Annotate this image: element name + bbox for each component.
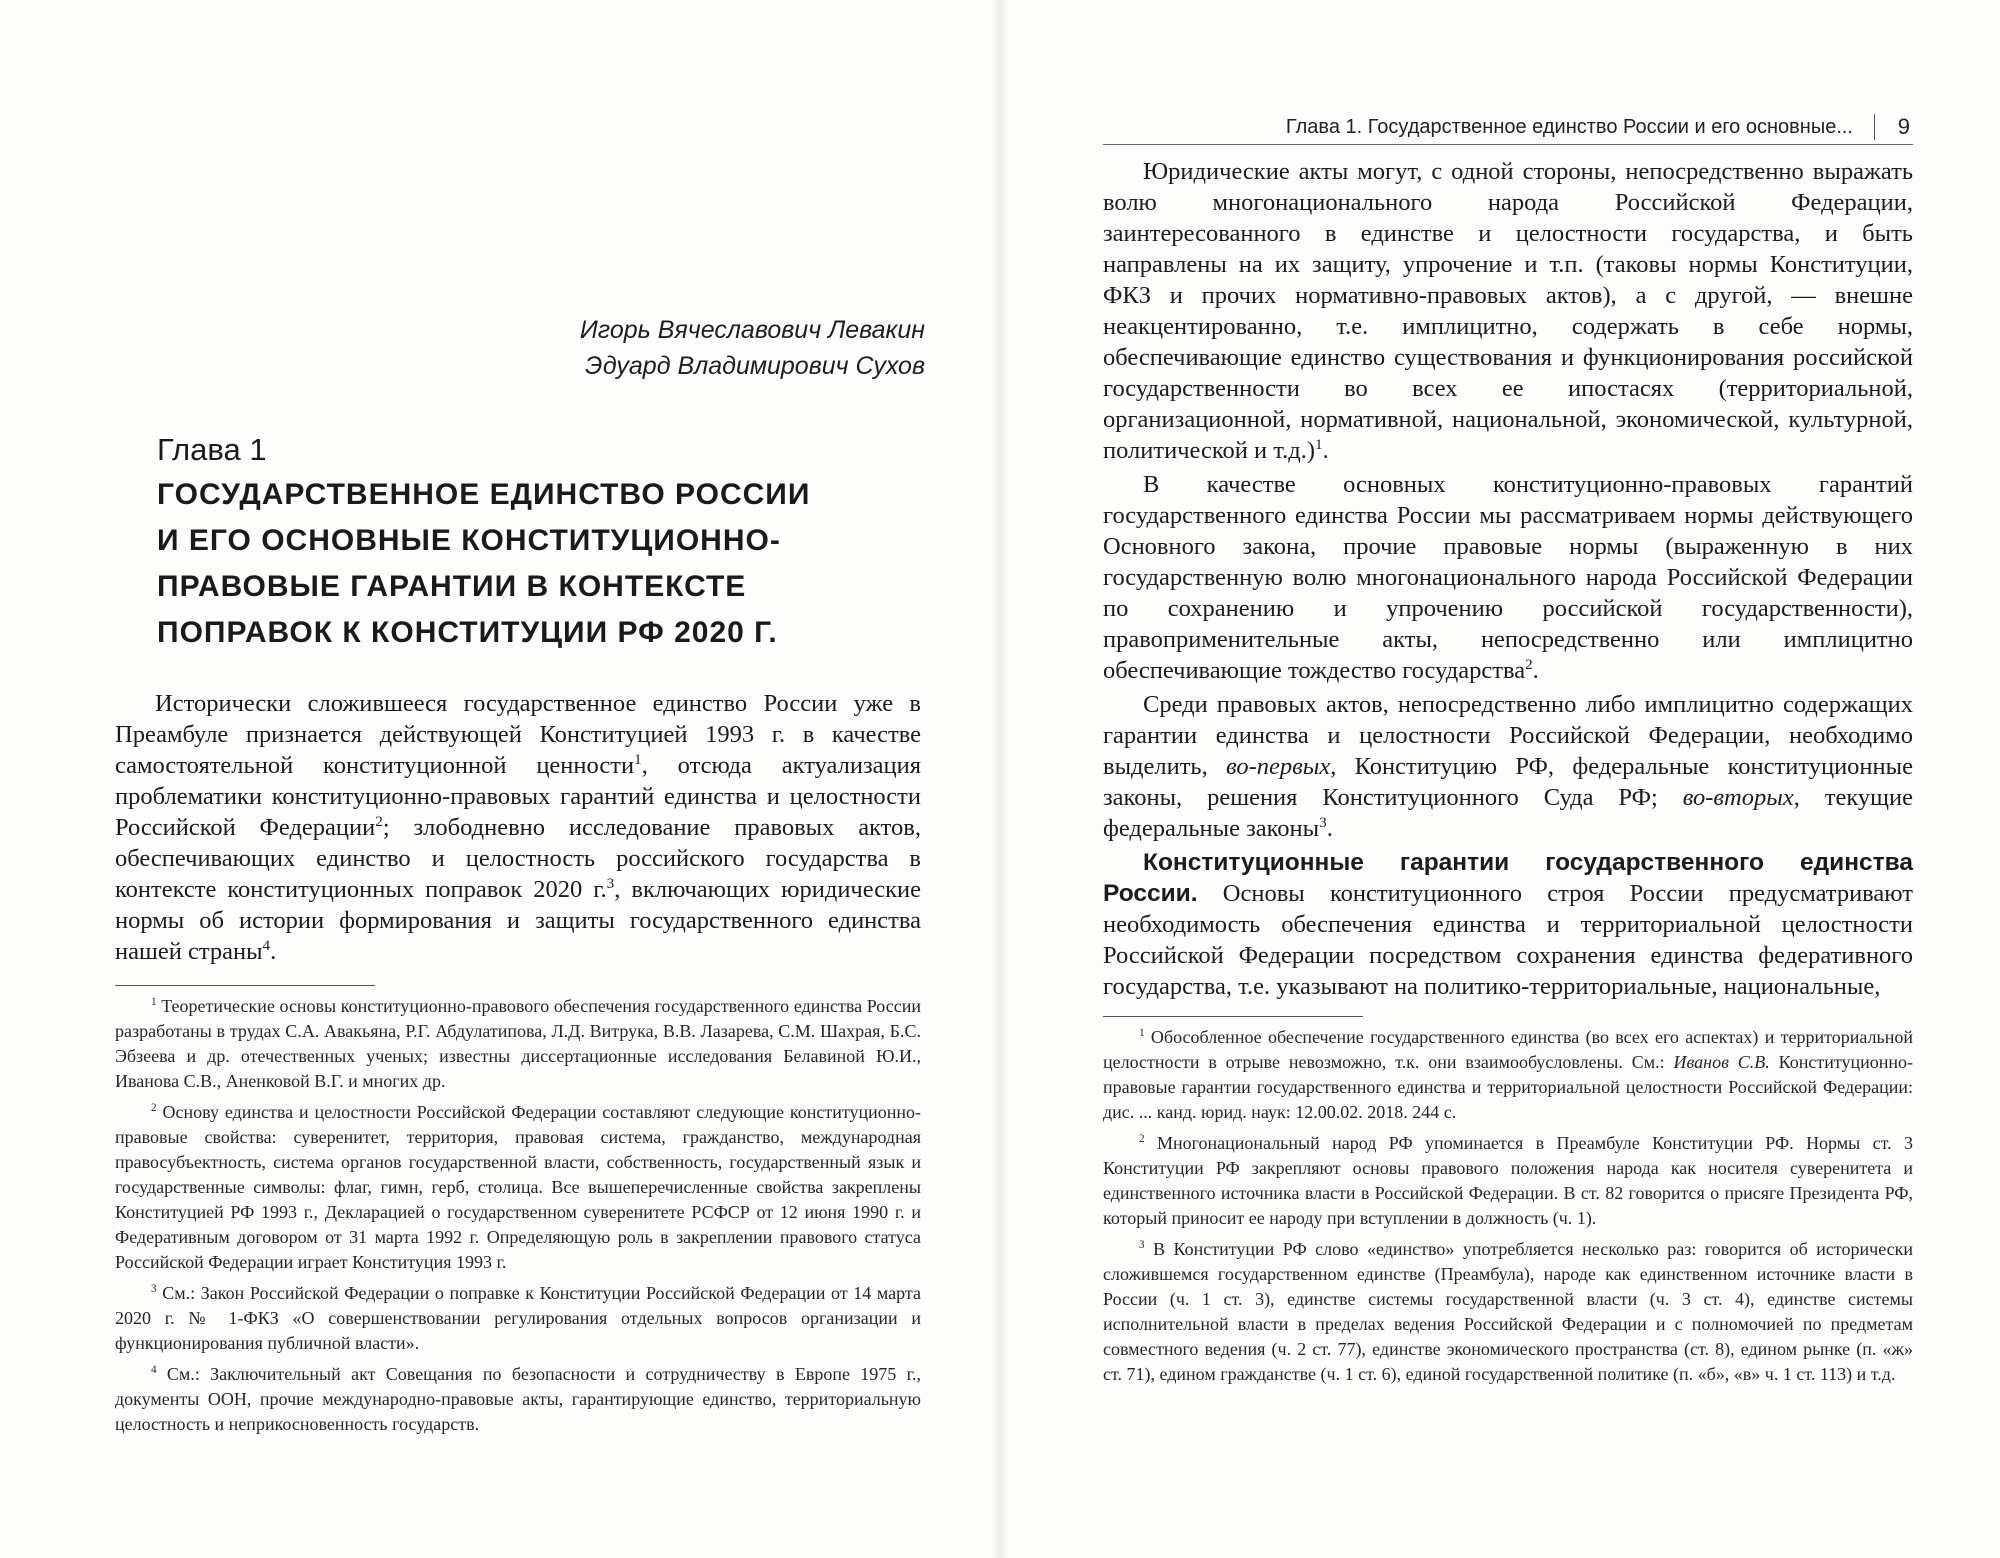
footnote-ref: 2 [375,812,383,830]
footnote-text: Многонациональный народ РФ упоминается в Преамбуле Конституции РФ. Нормы ст. 3 Конституции РФ закрепляют основы правового положения народа как носителя суверенитета и единственного источника власти в Российской Федерации. В ст. 82 говорится о присяге Президента РФ, который приносит ее народу при вступлении в должность (ч. 1). [1103,1133,1914,1228]
text-span: . [270,938,277,965]
footnote-number: 3 [151,1283,157,1295]
footnotes [115,994,921,1437]
footnote [115,1100,921,1275]
paragraph [115,688,921,967]
footnote-number: 3 [1139,1239,1145,1251]
section-heading: Конституционные гарантии государственного единства России. [1103,849,1913,907]
text-span: . [1326,815,1333,842]
footnote-ref: 3 [606,874,615,892]
footnote [115,1362,921,1437]
footnote [1103,1237,1913,1387]
emphasis: Иванов С.В. [1673,1052,1770,1072]
chapter-title-line: И ЕГО ОСНОВНЫЕ КОНСТИТУЦИОННО- [157,524,781,557]
paragraph [1103,847,1913,1002]
author-names [480,312,925,384]
running-head-separator [1874,114,1875,140]
footnote-number: 1 [151,996,157,1008]
footnote-number: 4 [151,1364,157,1376]
text-span: Исторически сложившееся государственное единство России уже в Преамбуле признается действующей Конституцией 1993 г. в качестве самостоятельной конституционной ценности [115,690,921,779]
footnote [115,1281,921,1356]
footnote-text: Теоретические основы конституционно-правового обеспечения государственного единства России разработаны в трудах С.А. Авакьяна, Р.Г. Абдулатипова, Л.Д. Витрука, В.В. Лазарева, С.М. Шахрая, Б.С. Эбзеева и др. отечественных ученых; известны диссертационные исследования Белавиной Ю.И., Иванова С.В., Аненковой В.Г. и многих др. [115,996,921,1091]
text-span: Основы конституционного строя России предусматривают необходимость обеспечения единства и территориальной целостности Российской Федерации посредством сохранения единства федеративного государства, т.е. указывают на политико-территориальные, национальные, [1103,880,1913,1000]
chapter-title [157,472,877,656]
footnote-ref: 2 [1525,655,1533,673]
page-number: 9 [1897,114,1910,139]
footnote-ref: 1 [1315,435,1323,453]
footnote-ref: 3 [1319,813,1327,831]
text-span: ; злободневно исследование правовых актов, обеспечивающих единство и целостность российского государства в контексте конституционных поправок 2020 г. [115,814,921,903]
author-name: Игорь Вячеславович Левакин [579,316,925,344]
text-span: . [1532,657,1539,684]
chapter-label: Глава 1 [157,432,267,467]
text-span: . [1322,437,1329,464]
text-span: Среди правовых актов, непосредственно либо имплицитно содержащих гарантии единства и целостности Российской Федерации, необходимо выделить, [1103,691,1913,780]
footnote-text: См.: Закон Российской Федерации о поправке к Конституции Российской Федерации от 14 марта 2020 г. № 1-ФКЗ «О совершенствовании регулирования отдельных вопросов организации и функционирования публичной власти». [115,1283,922,1353]
footnote [1103,1025,1913,1125]
body-text [1103,156,1913,1002]
footnote-number: 2 [1139,1133,1145,1145]
footnote-text: Основу единства и целостности Российской Федерации составляют следующие конституционно-правовые свойства: суверенитет, территория, правовая система, гражданство, международная правосубъектность, система органов государственной власти, собственность, государственный язык и государственные символы: флаг, гимн, герб, столица. Все вышеперечисленные свойства закреплены Конституцией РФ 1993 г., Декларацией о государственном суверенитете РСФСР от 12 июня 1990 г. и Федеративным договором от 31 марта 1992 г. Определяющую роль в закреплении правового статуса Российской Федерации играет Конституция 1993 г. [115,1102,922,1272]
chapter-title-line: ГОСУДАРСТВЕННОЕ ЕДИНСТВО РОССИИ [157,478,811,511]
author-name: Эдуард Владимирович Сухов [584,352,925,380]
footnote-text: Обособленное обеспечение государственного единства (во всех его аспектах) и территориальной целостности в отрыве невозможно, т.к. они взаимообусловлены. См.: [1103,1027,1913,1072]
paragraph [1103,469,1913,686]
footnote [1103,1131,1913,1231]
footnote-number: 2 [151,1102,157,1114]
text-span: В качестве основных конституционно-правовых гарантий государственного единства России мы рассматриваем нормы действующего Основного закона, прочие правовые нормы (выраженную в них государственную волю многонационального народа Российской Федерации по сохранению и упрочению российской государственности), правоприменительные акты, непосредственно или имплицитно обеспечивающие тождество государства [1103,471,1913,684]
body-text [115,688,921,967]
text-span: Юридические акты могут, с одной стороны, непосредственно выражать волю многонационального народа Российской Федерации, заинтересованного в единстве и целостности государства, и быть направлены на их защиту, упрочение и т.п. (таковы нормы Конституции, ФКЗ и прочих нормативно-правовых актов), а с другой, — внешне неакцентированно, т.е. имплицитно, содержать в себе нормы, обеспечивающие единство существования и функционирования российской государственности во всех ее ипостасях (территориальной, организационной, нормативной, национальной, экономической, культурной, политической и т.д.) [1103,158,1913,464]
footnote-text: В Конституции РФ слово «единство» употребляется несколько раз: говорится об исторически сложившемся государственном единстве (Преамбула), народе как единственном источнике власти в России (ч. 1 ст. 3), единстве системы государственной власти (ч. 3 ст. 4), единстве системы исполнительной власти в пределах ведения Российской Федерации и с полномочией по предметам совместного ведения (ч. 2 ст. 77), единстве экономического пространства (ст. 8), едином рынке (п. «ж» ст. 71), едином гражданстве (ч. 1 ст. 6), единой государственной политике (п. «б», «в» ч. 1 ст. 113) и т.д. [1103,1239,1914,1384]
footnote-number: 1 [1139,1027,1145,1039]
text-span: , текущие федеральные законы [1103,784,1913,842]
footnote-text: Конституционно-правовые гарантии государственного единства и территориальной целостности Российской Федерации: дис. ... канд. юрид. наук: 12.00.02. 2018. 244 с. [1103,1052,1913,1122]
chapter-title-line: ПОПРАВОК К КОНСТИТУЦИИ РФ 2020 Г. [157,616,778,649]
chapter-title-line: ПРАВОВЫЕ ГАРАНТИИ В КОНТЕКСТЕ [157,570,747,603]
text-span: , отсюда актуализация проблематики конституционно-правовых гарантий единства и целостности Российской Федерации [115,752,921,841]
footnote-divider [1103,1016,1363,1017]
paragraph [1103,689,1913,844]
footnote-divider [115,985,375,986]
running-head-title: Глава 1. Государственное единство России и его основные... [1285,116,1853,138]
paragraph [1103,156,1913,466]
footnote-text: См.: Заключительный акт Совещания по безопасности и сотрудничеству в Европе 1975 г., документы ООН, прочие международно-правовые акты, гарантирующие единство, территориальную целостность и неприкосновенность государств. [115,1364,921,1434]
emphasis: во-первых [1226,753,1331,780]
text-span: , Конституцию РФ, федеральные конституционные законы, решения Конституционного Суда РФ; [1103,753,1913,811]
footnote [115,994,921,1094]
footnotes [1103,1025,1913,1387]
footnote-ref: 4 [262,936,271,954]
footnote-ref: 1 [634,750,642,768]
emphasis: во-вторых [1682,784,1794,811]
running-head [1103,114,1913,145]
text-span: , включающих юридические нормы об истории формирования и защиты государственного единства нашей страны [115,876,921,965]
